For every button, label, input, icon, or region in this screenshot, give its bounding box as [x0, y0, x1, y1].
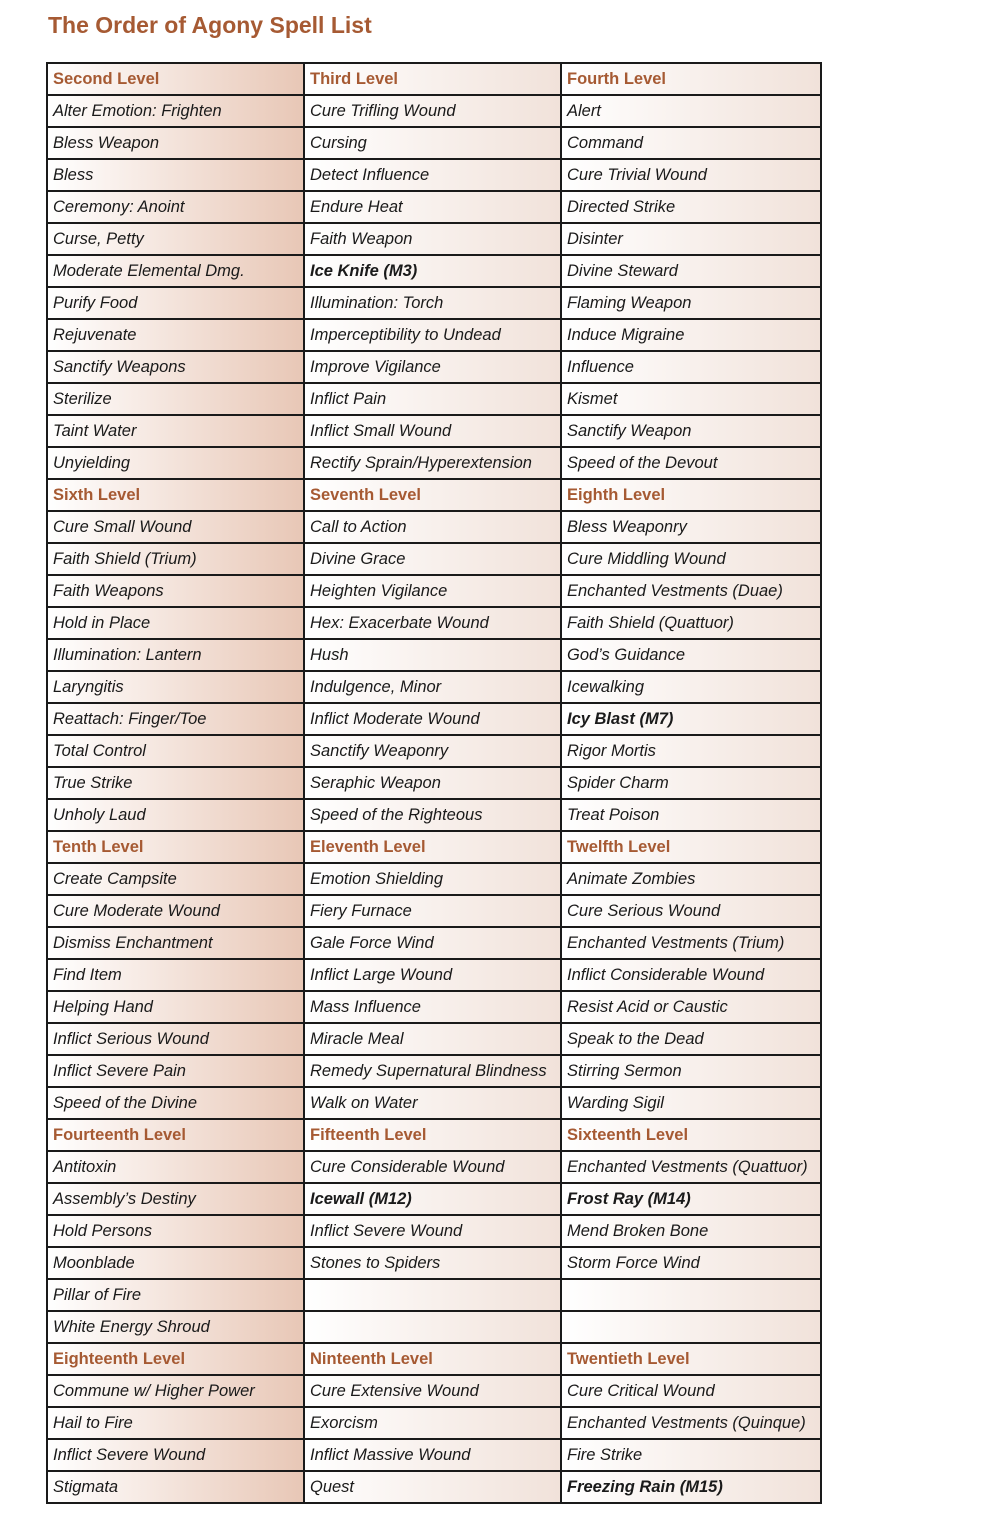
spell-cell: Influence [561, 351, 821, 383]
spell-row [47, 991, 821, 1023]
spell-row [47, 255, 821, 287]
spell-row [47, 639, 821, 671]
level-heading: Sixth Level [47, 479, 304, 511]
empty-cell [304, 1311, 561, 1343]
spell-cell: Commune w/ Higher Power [47, 1375, 304, 1407]
spell-cell: Bless [47, 159, 304, 191]
spell-cell: Reattach: Finger/Toe [47, 703, 304, 735]
spell-cell: Kismet [561, 383, 821, 415]
spell-cell: Cure Critical Wound [561, 1375, 821, 1407]
spell-cell: Helping Hand [47, 991, 304, 1023]
spell-cell: Inflict Moderate Wound [304, 703, 561, 735]
spell-cell: Inflict Pain [304, 383, 561, 415]
level-heading: Fifteenth Level [304, 1119, 561, 1151]
spell-cell: Enchanted Vestments (Quattuor) [561, 1151, 821, 1183]
spell-cell: Stigmata [47, 1471, 304, 1503]
level-heading: Sixteenth Level [561, 1119, 821, 1151]
spell-cell: Emotion Shielding [304, 863, 561, 895]
spell-cell: Disinter [561, 223, 821, 255]
spell-cell: Exorcism [304, 1407, 561, 1439]
spell-cell: Ice Knife (M3) [304, 255, 561, 287]
spell-cell: Sanctify Weaponry [304, 735, 561, 767]
spell-cell: Fiery Furnace [304, 895, 561, 927]
spell-cell: True Strike [47, 767, 304, 799]
spell-cell: Bless Weapon [47, 127, 304, 159]
spell-cell: Inflict Serious Wound [47, 1023, 304, 1055]
spell-row [47, 127, 821, 159]
spell-row [47, 767, 821, 799]
level-heading: Eighteenth Level [47, 1343, 304, 1375]
spell-row [47, 1023, 821, 1055]
spell-cell: Taint Water [47, 415, 304, 447]
spell-cell: Rectify Sprain/Hyperextension [304, 447, 561, 479]
spell-cell: Sanctify Weapons [47, 351, 304, 383]
spell-row [47, 1151, 821, 1183]
level-heading: Tenth Level [47, 831, 304, 863]
level-heading: Fourteenth Level [47, 1119, 304, 1151]
spell-row [47, 1247, 821, 1279]
spell-cell: Detect Influence [304, 159, 561, 191]
spell-row [47, 607, 821, 639]
spell-row [47, 383, 821, 415]
spell-cell: Unyielding [47, 447, 304, 479]
spell-row [47, 1055, 821, 1087]
spell-cell: Walk on Water [304, 1087, 561, 1119]
spell-cell: Divine Steward [561, 255, 821, 287]
spell-cell: Directed Strike [561, 191, 821, 223]
spell-cell: Rigor Mortis [561, 735, 821, 767]
spell-cell: God’s Guidance [561, 639, 821, 671]
level-heading: Seventh Level [304, 479, 561, 511]
spell-cell: Endure Heat [304, 191, 561, 223]
spell-cell: Speak to the Dead [561, 1023, 821, 1055]
spell-cell: Inflict Severe Wound [304, 1215, 561, 1247]
spell-row [47, 927, 821, 959]
level-heading: Third Level [304, 63, 561, 95]
empty-cell [304, 1279, 561, 1311]
spell-cell: Resist Acid or Caustic [561, 991, 821, 1023]
spell-cell: Inflict Massive Wound [304, 1439, 561, 1471]
spell-cell: Moonblade [47, 1247, 304, 1279]
spell-cell: Storm Force Wind [561, 1247, 821, 1279]
spell-cell: Call to Action [304, 511, 561, 543]
spell-cell: Cure Extensive Wound [304, 1375, 561, 1407]
spell-cell: Ceremony: Anoint [47, 191, 304, 223]
spell-cell: Cursing [304, 127, 561, 159]
level-heading: Twentieth Level [561, 1343, 821, 1375]
spell-row [47, 703, 821, 735]
spell-cell: Cure Trifling Wound [304, 95, 561, 127]
level-heading: Twelfth Level [561, 831, 821, 863]
spell-cell: Imperceptibility to Undead [304, 319, 561, 351]
spell-cell: Illumination: Lantern [47, 639, 304, 671]
level-header-row [47, 1119, 821, 1151]
spell-cell: Mass Influence [304, 991, 561, 1023]
spell-cell: Treat Poison [561, 799, 821, 831]
level-heading: Eighth Level [561, 479, 821, 511]
spell-cell: Stirring Sermon [561, 1055, 821, 1087]
spell-cell: Command [561, 127, 821, 159]
spell-cell: Enchanted Vestments (Duae) [561, 575, 821, 607]
empty-cell [561, 1279, 821, 1311]
page-title: The Order of Agony Spell List [48, 12, 372, 38]
spell-cell: Sterilize [47, 383, 304, 415]
spell-cell: Cure Considerable Wound [304, 1151, 561, 1183]
spell-cell: Improve Vigilance [304, 351, 561, 383]
spell-row [47, 223, 821, 255]
spell-cell: Faith Weapon [304, 223, 561, 255]
spell-row [47, 1215, 821, 1247]
spell-cell: Warding Sigil [561, 1087, 821, 1119]
spell-cell: Alter Emotion: Frighten [47, 95, 304, 127]
spell-cell: Illumination: Torch [304, 287, 561, 319]
spell-cell: Cure Middling Wound [561, 543, 821, 575]
spell-cell: Moderate Elemental Dmg. [47, 255, 304, 287]
spell-row [47, 543, 821, 575]
spell-cell: Animate Zombies [561, 863, 821, 895]
spell-row [47, 735, 821, 767]
spell-row [47, 863, 821, 895]
spell-cell: Rejuvenate [47, 319, 304, 351]
spell-cell: Enchanted Vestments (Quinque) [561, 1407, 821, 1439]
spell-row [47, 319, 821, 351]
spell-cell: Cure Small Wound [47, 511, 304, 543]
spell-cell: Hold Persons [47, 1215, 304, 1247]
spell-cell: Hex: Exacerbate Wound [304, 607, 561, 639]
spell-row [47, 671, 821, 703]
spell-cell: White Energy Shroud [47, 1311, 304, 1343]
spell-row [47, 351, 821, 383]
spell-cell: Seraphic Weapon [304, 767, 561, 799]
spell-cell: Faith Shield (Trium) [47, 543, 304, 575]
spell-row [47, 575, 821, 607]
spell-cell: Alert [561, 95, 821, 127]
spell-cell: Inflict Severe Wound [47, 1439, 304, 1471]
level-heading: Ninteenth Level [304, 1343, 561, 1375]
spell-row [47, 799, 821, 831]
spell-row [47, 287, 821, 319]
spell-cell: Inflict Considerable Wound [561, 959, 821, 991]
spell-cell: Purify Food [47, 287, 304, 319]
spell-cell: Curse, Petty [47, 223, 304, 255]
spell-cell: Enchanted Vestments (Trium) [561, 927, 821, 959]
spell-cell: Miracle Meal [304, 1023, 561, 1055]
spell-cell: Icy Blast (M7) [561, 703, 821, 735]
spell-row [47, 1375, 821, 1407]
spell-cell: Stones to Spiders [304, 1247, 561, 1279]
spell-cell: Remedy Supernatural Blindness [304, 1055, 561, 1087]
spell-row [47, 1311, 821, 1343]
empty-cell [561, 1311, 821, 1343]
spell-cell: Faith Shield (Quattuor) [561, 607, 821, 639]
spell-cell: Assembly’s Destiny [47, 1183, 304, 1215]
spell-cell: Speed of the Righteous [304, 799, 561, 831]
spell-table [46, 62, 822, 1504]
spell-cell: Inflict Large Wound [304, 959, 561, 991]
spell-cell: Find Item [47, 959, 304, 991]
spell-cell: Mend Broken Bone [561, 1215, 821, 1247]
spell-cell: Indulgence, Minor [304, 671, 561, 703]
spell-cell: Frost Ray (M14) [561, 1183, 821, 1215]
spell-cell: Hold in Place [47, 607, 304, 639]
spell-cell: Faith Weapons [47, 575, 304, 607]
spell-row [47, 415, 821, 447]
spell-cell: Total Control [47, 735, 304, 767]
spell-row [47, 959, 821, 991]
spell-row [47, 511, 821, 543]
spell-row [47, 895, 821, 927]
spell-cell: Inflict Small Wound [304, 415, 561, 447]
spell-cell: Create Campsite [47, 863, 304, 895]
level-header-row [47, 479, 821, 511]
spell-row [47, 1279, 821, 1311]
spell-cell: Laryngitis [47, 671, 304, 703]
spell-cell: Divine Grace [304, 543, 561, 575]
spell-cell: Induce Migraine [561, 319, 821, 351]
spell-row [47, 447, 821, 479]
spell-row [47, 191, 821, 223]
spell-cell: Dismiss Enchantment [47, 927, 304, 959]
spell-cell: Pillar of Fire [47, 1279, 304, 1311]
level-header-row [47, 1343, 821, 1375]
spell-cell: Cure Trivial Wound [561, 159, 821, 191]
spell-cell: Spider Charm [561, 767, 821, 799]
level-header-row [47, 63, 821, 95]
spell-cell: Bless Weaponry [561, 511, 821, 543]
spell-cell: Icewalking [561, 671, 821, 703]
spell-row [47, 1183, 821, 1215]
spell-row [47, 1471, 821, 1503]
spell-cell: Gale Force Wind [304, 927, 561, 959]
spell-cell: Hail to Fire [47, 1407, 304, 1439]
spell-cell: Unholy Laud [47, 799, 304, 831]
level-heading: Second Level [47, 63, 304, 95]
level-heading: Eleventh Level [304, 831, 561, 863]
level-heading: Fourth Level [561, 63, 821, 95]
spell-cell: Antitoxin [47, 1151, 304, 1183]
spell-cell: Heighten Vigilance [304, 575, 561, 607]
spell-cell: Hush [304, 639, 561, 671]
spell-cell: Flaming Weapon [561, 287, 821, 319]
spell-cell: Speed of the Devout [561, 447, 821, 479]
spell-cell: Cure Serious Wound [561, 895, 821, 927]
spell-row [47, 159, 821, 191]
spell-cell: Speed of the Divine [47, 1087, 304, 1119]
spell-cell: Fire Strike [561, 1439, 821, 1471]
spell-cell: Freezing Rain (M15) [561, 1471, 821, 1503]
spell-cell: Icewall (M12) [304, 1183, 561, 1215]
spell-row [47, 1439, 821, 1471]
spell-cell: Quest [304, 1471, 561, 1503]
level-header-row [47, 831, 821, 863]
spell-row [47, 1087, 821, 1119]
spell-cell: Inflict Severe Pain [47, 1055, 304, 1087]
spell-row [47, 95, 821, 127]
spell-cell: Cure Moderate Wound [47, 895, 304, 927]
spell-row [47, 1407, 821, 1439]
spell-cell: Sanctify Weapon [561, 415, 821, 447]
